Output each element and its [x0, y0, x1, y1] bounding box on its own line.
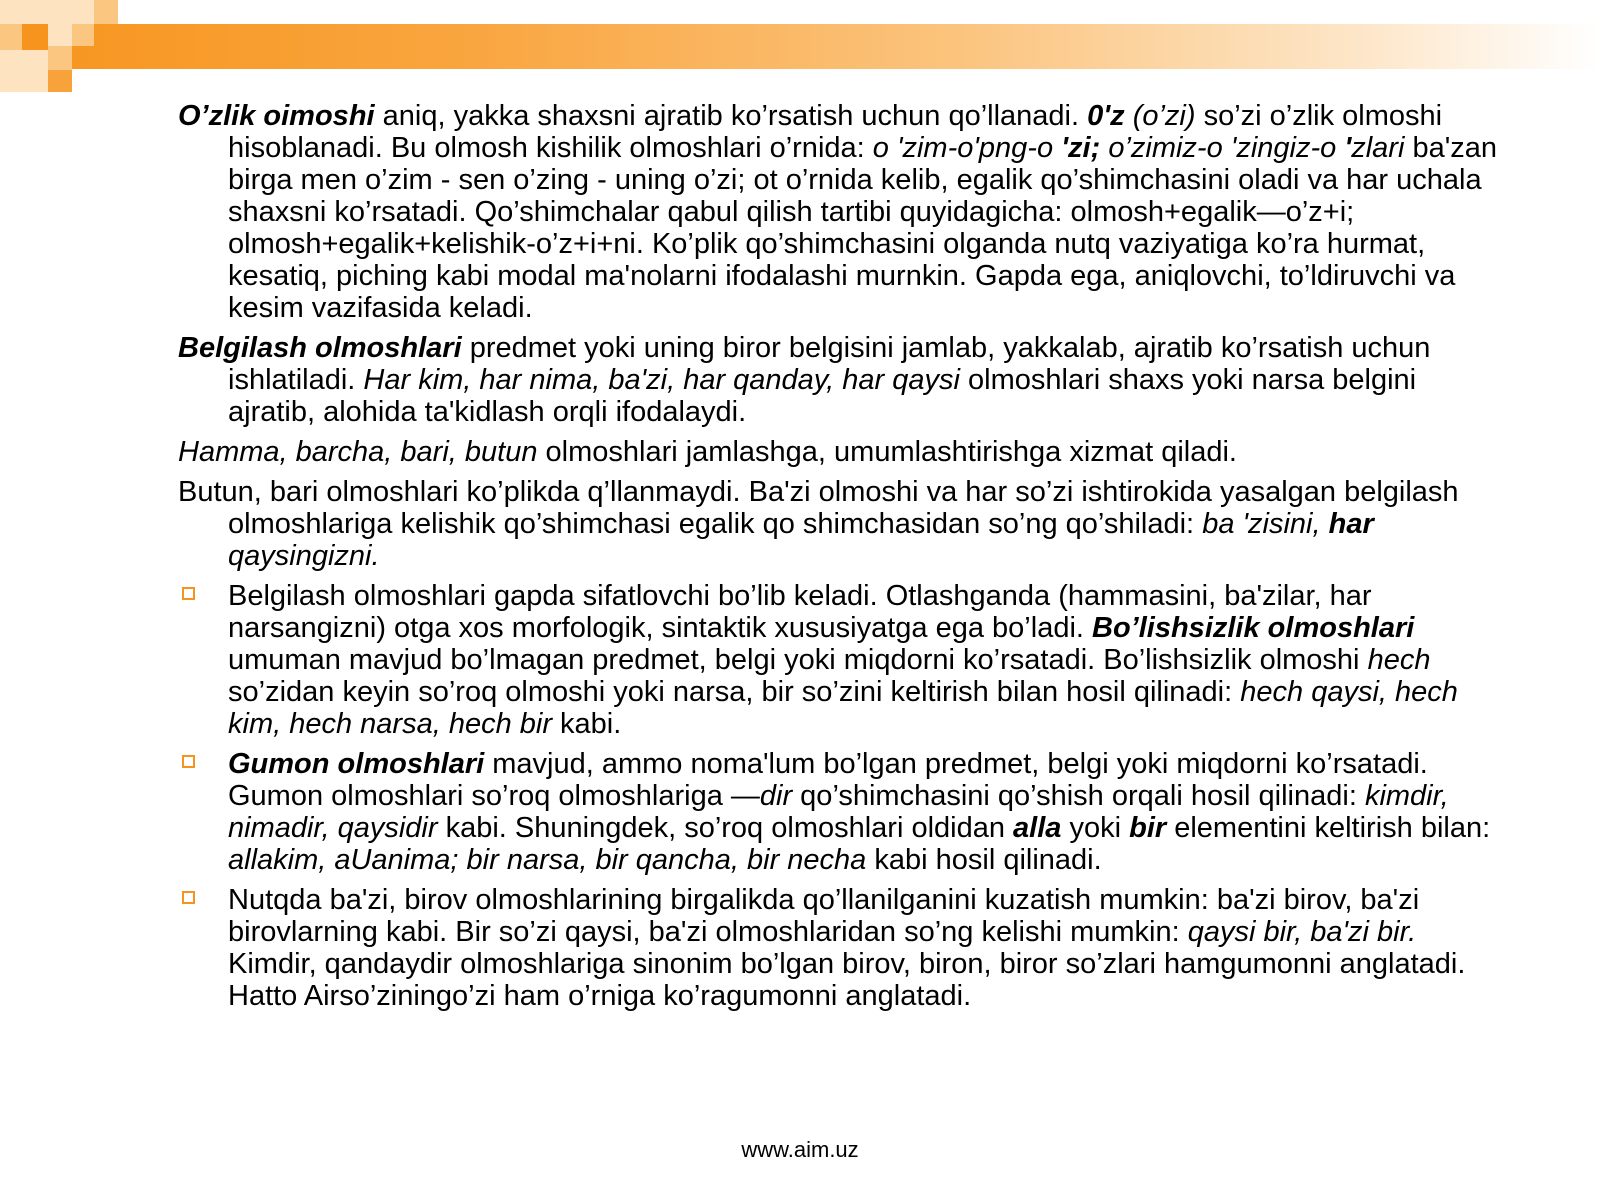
text-run: dir — [759, 780, 793, 812]
text-run: alla — [1013, 812, 1062, 844]
text-run: qaysingizni. — [228, 540, 380, 572]
bullet-paragraph — [178, 748, 1498, 876]
header-gradient-bar — [0, 24, 1600, 69]
text-run: 'zi; — [1061, 132, 1101, 164]
text-run: o’zimiz-o 'zingiz-o — [1100, 132, 1345, 164]
paragraph — [178, 332, 1498, 428]
square-bullet-icon — [182, 755, 195, 768]
text-run: kabi. — [551, 708, 622, 740]
text-run: Har kim, har nima, ba'zi, har qanday, har qaysi — [363, 364, 960, 396]
slide-body — [178, 100, 1498, 1020]
text-run: Bo’lishsizlik olmoshlari — [1092, 612, 1415, 644]
paragraph — [178, 436, 1498, 468]
text-run: ' — [1344, 132, 1352, 164]
text-run: hech — [1367, 644, 1431, 676]
text-run: kabi hosil qilinadi. — [866, 844, 1102, 876]
paragraph — [178, 476, 1498, 572]
text-run: olmoshlari jamlashga, umumlashtirishga xizmat qiladi. — [537, 436, 1237, 468]
text-run: 0'z — [1087, 100, 1125, 132]
bullet-paragraph — [178, 884, 1498, 1012]
text-run: mavjud, ammo noma'lum bo’lgan predmet, belgi yoki miqdorni ko’rsatadi. Gumon olmoshlari so’roq olmoshlariga — — [228, 748, 1428, 812]
text-run: aniq, yakka shaxsni ajratib ko’rsatish uchun qo’llanadi. — [374, 100, 1088, 132]
text-run: Butun, bari olmoshlari ko’plikda q’llanmaydi. Ba'zi olmoshi va har so’zi ishtirokida yasalgan belgilash olmoshlariga kelishik qo’shimchasi egalik qo shimchasidan so’ng qo’shiladi: — [178, 476, 1459, 540]
text-run: Belgilash olmoshlari — [178, 332, 462, 364]
text-run: yoki — [1061, 812, 1130, 844]
text-run: bir — [1129, 812, 1167, 844]
text-run: O’zlik oimoshi — [178, 100, 375, 132]
paragraph — [178, 100, 1498, 324]
text-run: predmet yoki uning biror belgisini jamlab, yakkalab, ajratib ko’rsatish uchun ishlatiladi. — [228, 332, 1431, 396]
text-run: qo’shimchasini qo’shish orqali hosil qilinadi: — [792, 780, 1365, 812]
text-run: Kimdir, qandaydir olmoshlariga sinonim bo’lgan birov, biron, biror so’zlari hamgumonni anglatadi. Hatto Airso’ziningo’zi ham o’rniga ko’ragumonni anglatadi. — [228, 948, 1466, 1012]
text-run: Nutqda ba'zi, birov olmoshlarining birgalikda qo’llanilganini kuzatish mumkin: ba'zi birov, ba'zi birovlarning kabi. Bir so’zi qaysi, ba'zi olmoshlaridan so’ng kelishi mumkin: — [228, 884, 1420, 948]
text-run: so’zidan keyin so’roq olmoshi yoki narsa, bir so’zini keltirish bilan hosil qilinadi: — [228, 676, 1241, 708]
text-run: so’zi o’zlik olmoshi hisoblanadi. Bu olmosh kishilik olmoshlari o’rnida: — [228, 100, 1443, 164]
text-run: kabi. Shuningdek, so’roq olmoshlari oldidan — [437, 812, 1014, 844]
text-run: har — [1328, 508, 1374, 540]
text-run: Belgilash olmoshlari gapda sifatlovchi bo’lib keladi. Otlashganda (hammasini, ba'zilar, har narsangizni) otga xos morfologik, sintaktik xususiyatga ega bo’ladi. — [228, 580, 1372, 644]
text-run: olmoshlari shaxs yoki narsa belgini ajratib, alohida ta'kidlash orqli ifodalaydi. — [228, 364, 1417, 428]
text-run: (o’zi) — [1124, 100, 1196, 132]
text-run: hech qaysi, hech kim, hech narsa, hech bir — [228, 676, 1458, 740]
text-run: allakim, aUanima; bir narsa, bir qancha, bir necha — [228, 844, 867, 876]
bullet-paragraph — [178, 580, 1498, 740]
text-run: zlari — [1351, 132, 1405, 164]
text-run: umuman mavjud bo’lmagan predmet, belgi yoki miqdorni ko’rsatadi. Bo’lishsizlik olmoshi — [228, 644, 1368, 676]
text-run: ba 'zisini, — [1202, 508, 1329, 540]
square-bullet-icon — [182, 891, 195, 904]
text-run: o 'zim-o'png-o — [872, 132, 1062, 164]
text-run: ba'zan birga men o’zim - sen o’zing - uning o’zi; ot o’rnida kelib, egalik qo’shimchasini oladi va har uchala shaxsni ko’rsatadi. Qo’shimchalar qabul qilish tartibi quyidagicha: olmosh+egalik—o’z+i; olmosh+egalik+kelishik-o’z+i+ni. Ko’plik qo’shimchasini olganda nutq vaziyatiga ko’ra hurmat, kesatiq, piching kabi modal ma'nolarni ifodalashi murnkin. Gapda ega, aniqlovchi, to’ldiruvchi va kesim vazifasida keladi. — [228, 132, 1497, 324]
text-run: kimdir, nimadir, qaysidir — [228, 780, 1449, 844]
text-run: qaysi bir, ba'zi bir. — [1187, 916, 1417, 948]
footer-url: www.aim.uz — [741, 1137, 859, 1162]
text-run: Gumon olmoshlari — [228, 748, 485, 780]
square-bullet-icon — [182, 587, 195, 600]
text-run: elementini keltirish bilan: — [1166, 812, 1491, 844]
text-run: Hamma, barcha, bari, butun — [178, 436, 538, 468]
